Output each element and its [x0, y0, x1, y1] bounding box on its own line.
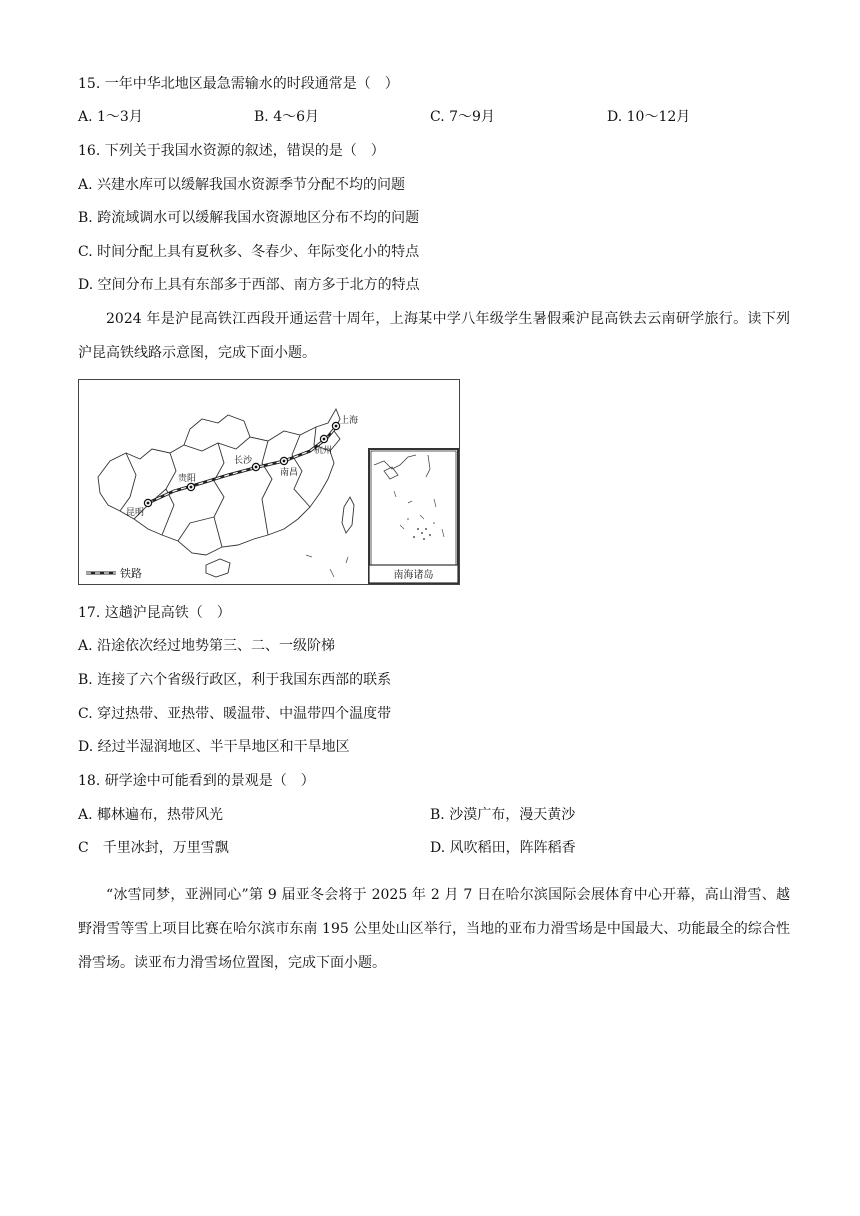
city-label-changsha: 长沙	[234, 456, 253, 466]
q18-option-a: A. 椰林遍布，热带风光	[78, 807, 224, 823]
q17-option-d: D. 经过半湿润地区、半干旱地区和干旱地区	[78, 739, 350, 755]
q16-option-a: A. 兴建水库可以缓解我国水资源季节分配不均的问题	[78, 177, 406, 193]
q15-stem: 15. 一年中华北地区最急需输水的时段通常是（ ）	[78, 76, 399, 92]
q18-option-b: B. 沙漠广布，漫天黄沙	[430, 807, 576, 823]
q18-option-c: C 千里冰封，万里雪飘	[78, 840, 229, 856]
q17-option-a: A. 沿途依次经过地势第三、二、一级阶梯	[78, 638, 336, 654]
q17-option-c: C. 穿过热带、亚热带、暖温带、中温带四个温度带	[78, 706, 392, 722]
q16-option-d: D. 空间分布上具有东部多于西部、南方多于北方的特点	[78, 277, 420, 293]
city-label-nanchang: 南昌	[280, 468, 299, 478]
q18-stem: 18. 研学途中可能看到的景观是（ ）	[78, 773, 315, 789]
inset-label: 南海诸岛	[393, 570, 434, 581]
intro-paragraph-railway: 2024 年是沪昆高铁江西段开通运营十周年，上海某中学八年级学生暑假乘沪昆高铁去云南研学旅行。读下列沪昆高铁线路示意图，完成下面小题。	[78, 311, 790, 361]
q16-stem: 16. 下列关于我国水资源的叙述，错误的是（ ）	[78, 143, 385, 159]
q15-option-b: B. 4～6月	[254, 109, 320, 125]
south-china-sea-inset	[369, 449, 458, 583]
city-label-hangzhou: 杭州	[314, 446, 333, 456]
railway-map-figure	[78, 379, 460, 585]
q17-stem: 17. 这趟沪昆高铁（ ）	[78, 605, 231, 621]
q15-option-c: C. 7～9月	[430, 109, 495, 125]
city-label-guiyang: 贵阳	[178, 474, 197, 484]
city-label-shanghai: 上海	[340, 416, 359, 426]
q15-option-d: D. 10～12月	[607, 109, 691, 125]
q17-option-b: B. 连接了六个省级行政区，利于我国东西部的联系	[78, 672, 392, 688]
q16-option-b: B. 跨流域调水可以缓解我国水资源地区分布不均的问题	[78, 210, 420, 226]
city-label-kunming: 昆明	[126, 508, 145, 518]
q15-option-a: A. 1～3月	[78, 109, 143, 125]
q16-option-c: C. 时间分配上具有夏秋多、冬春少、年际变化小的特点	[78, 244, 420, 260]
q18-option-d: D. 风吹稻田，阵阵稻香	[430, 840, 576, 856]
legend-label-railway: 铁路	[120, 567, 142, 580]
intro-paragraph-asian-winter-games: “冰雪同梦，亚洲同心”第 9 届亚冬会将于 2025 年 2 月 7 日在哈尔滨国际会展体育中心开幕，高山滑雪、越野滑雪等雪上项目比赛在哈尔滨市东南 195 公里处山区举行，当地的亚布力滑雪场是中国最大、功能最全的综合性滑雪场。读亚布力滑雪场位置图，完成下面小题。	[78, 887, 790, 971]
